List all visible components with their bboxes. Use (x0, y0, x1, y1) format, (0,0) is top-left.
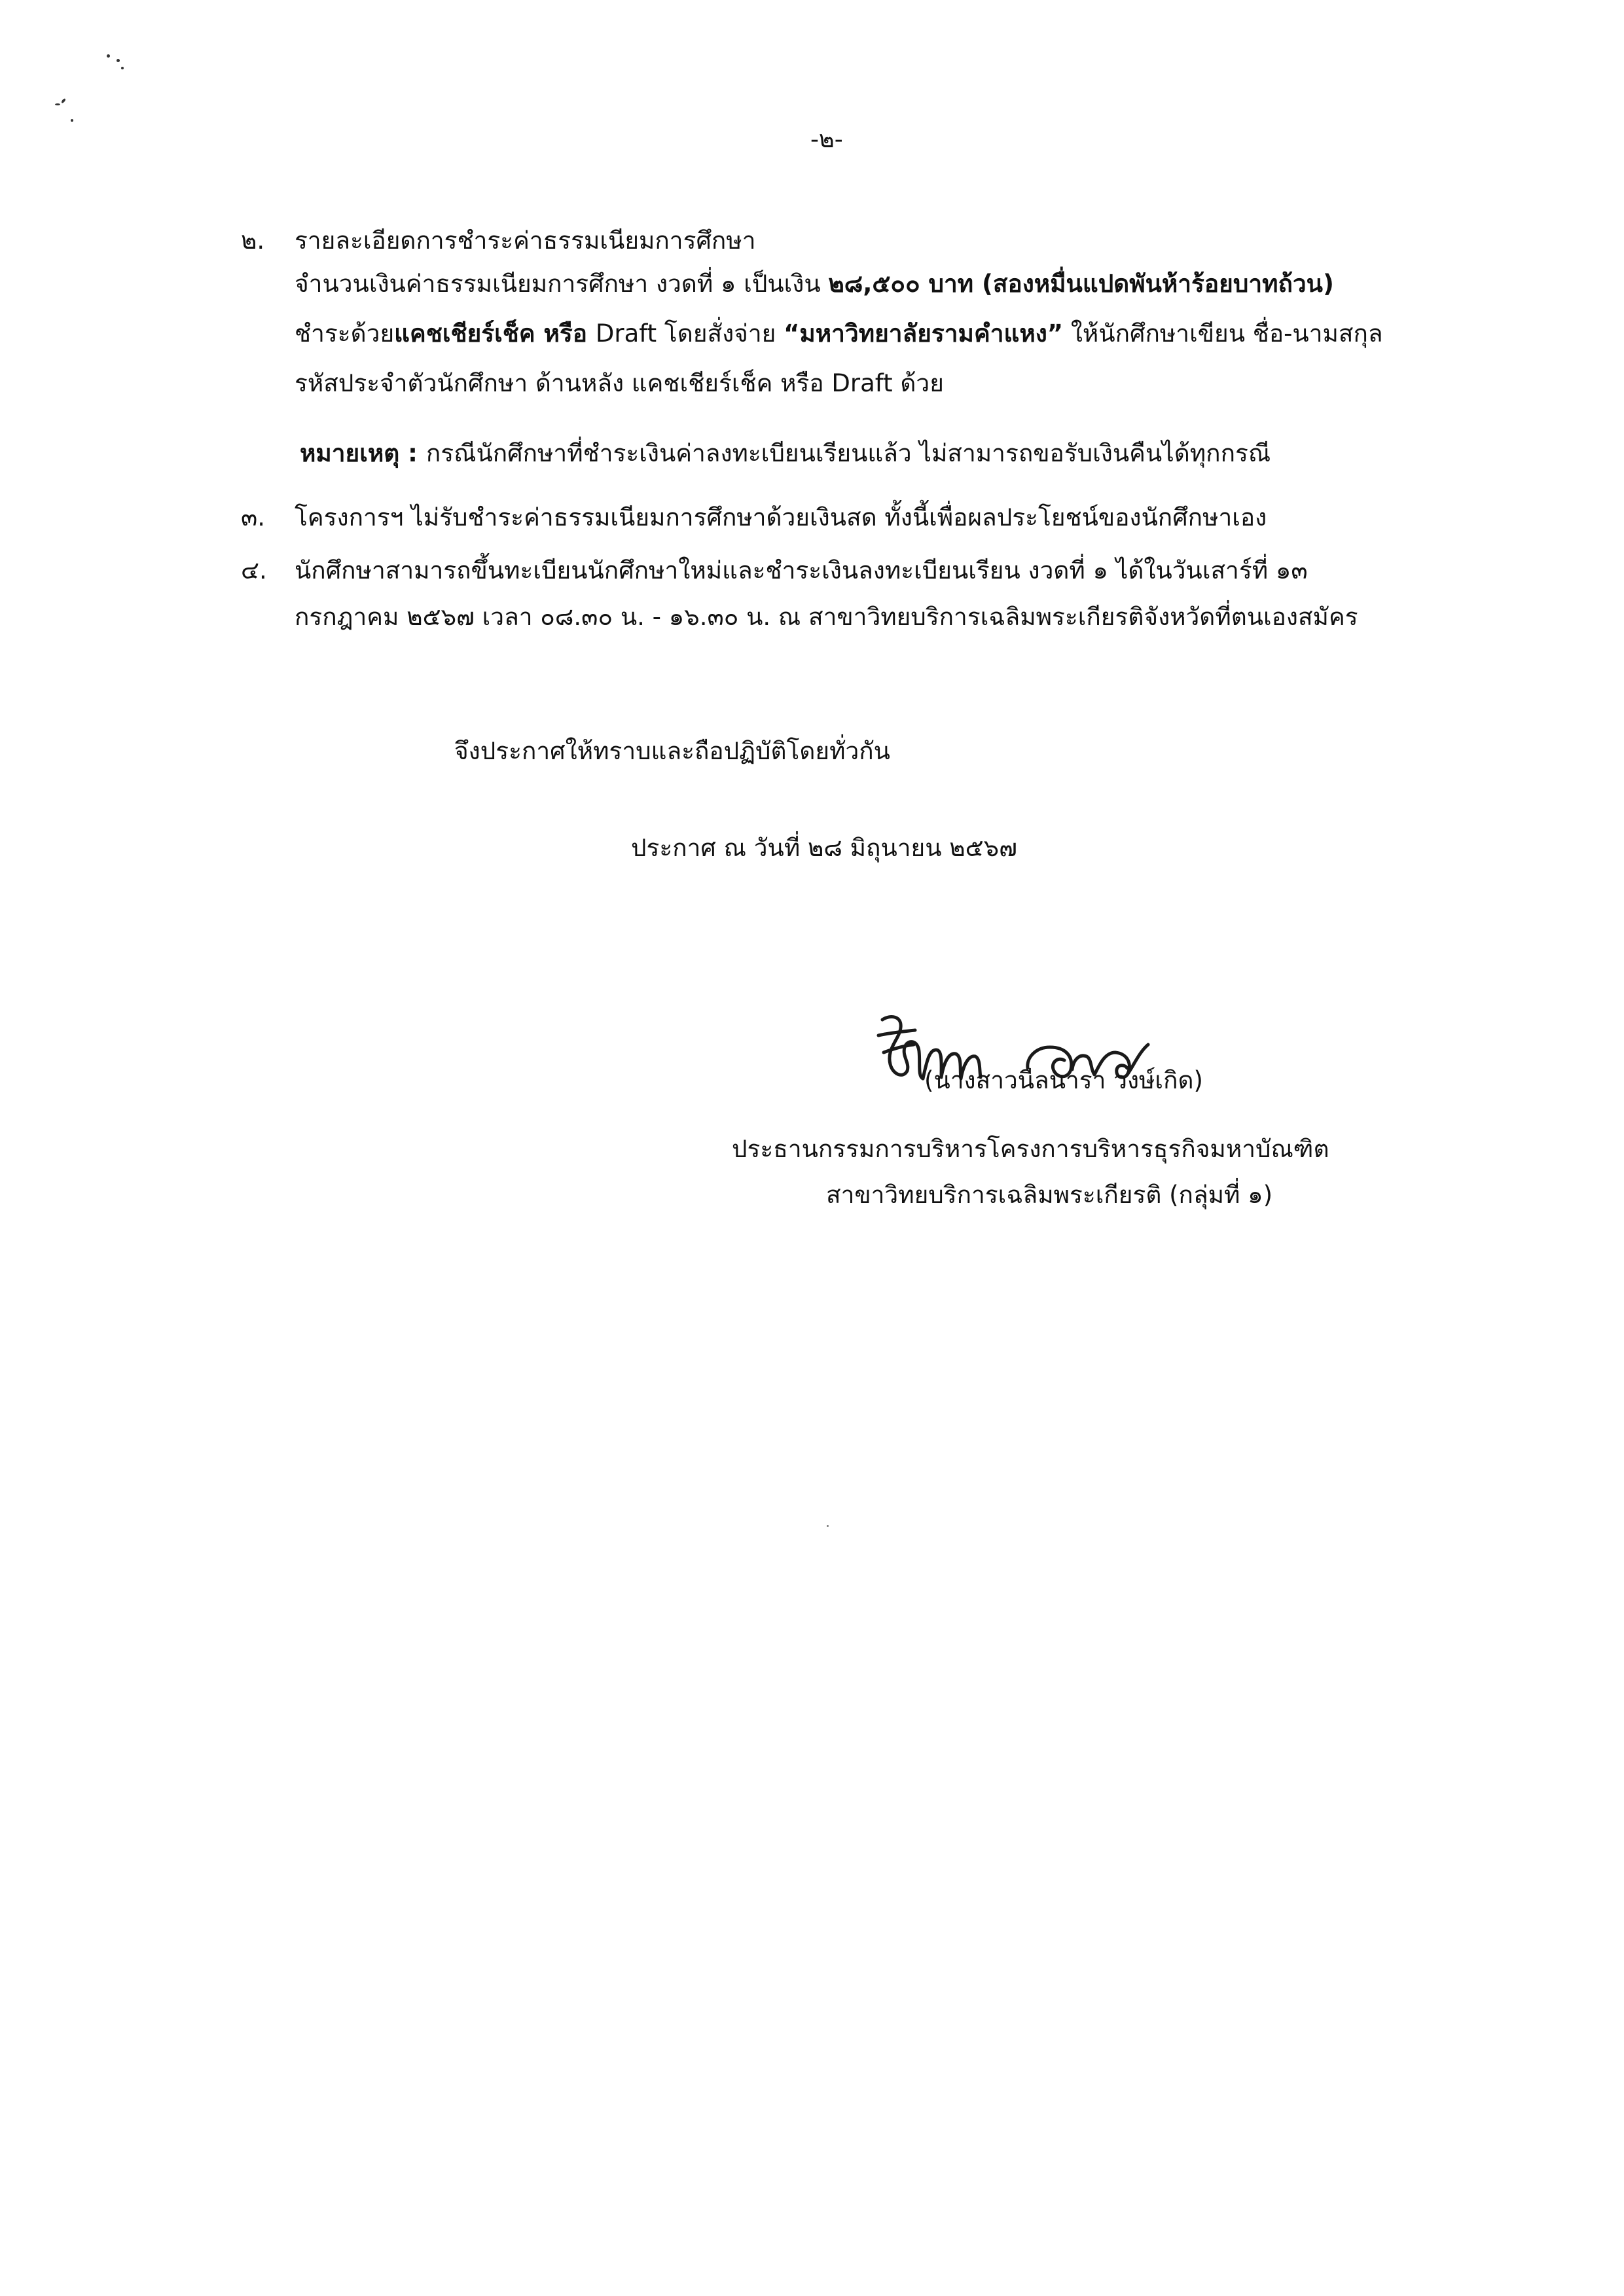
item-number: ๓. (241, 503, 266, 531)
scan-speck (71, 119, 73, 122)
payment-method-line (295, 317, 1383, 351)
registration-line-2: กรกฎาคม ๒๕๖๗ เวลา ๐๘.๓๐ น. - ๑๖.๓๐ น. ณ สาขาวิทยบริการเฉลิมพระเกียรติจังหวัดที่ตนเองสมัคร (295, 603, 1358, 631)
scan-speck (55, 103, 60, 105)
cash-policy-line: โครงการฯ ไม่รับชำระค่าธรรมเนียมการศึกษาด้วยเงินสด ทั้งนี้เพื่อผลประโยชน์ของนักศึกษาเอง (295, 503, 1267, 531)
section-heading: รายละเอียดการชำระค่าธรรมเนียมการศึกษา (295, 226, 756, 255)
closing-statement: จึงประกาศให้ทราบและถือปฏิบัติโดยทั่วกัน (454, 737, 890, 765)
payee-name: “มหาวิทยาลัยรามคำแหง” (784, 319, 1064, 348)
scan-speck (827, 1525, 829, 1527)
payment-instruction-line: รหัสประจำตัวนักศึกษา ด้านหลัง แคชเชียร์เช็ค หรือ Draft ด้วย (295, 369, 944, 397)
note-text: กรณีนักศึกษาที่ชำระเงินค่าลงทะเบียนเรียนแล้ว ไม่สามารถขอรับเงินคืนได้ทุกกรณี (425, 439, 1271, 467)
signatory-position-1: ประธานกรรมการบริหารโครงการบริหารธุรกิจมหาบัณฑิต (732, 1135, 1329, 1163)
signatory-name: (นางสาวนีลนารา วงษ์เกิด) (924, 1066, 1203, 1094)
scan-speck (107, 54, 110, 58)
note-label: หมายเหตุ : (300, 439, 426, 467)
scan-speck (121, 67, 124, 69)
payment-method-post: ให้นักศึกษาเขียน ชื่อ-นามสกุล (1063, 319, 1383, 348)
signature-block (655, 1064, 1473, 1098)
registration-line-1: นักศึกษาสามารถขึ้นทะเบียนนักศึกษาใหม่และชำระเงินลงทะเบียนเรียน งวดที่ ๑ ได้ในวันเสาร์ที่ ๑๓ (295, 556, 1308, 584)
scan-speck (117, 59, 120, 62)
announcement-date: ประกาศ ณ วันที่ ๒๘ มิถุนายน ๒๕๖๗ (631, 834, 1017, 862)
signatory-position-2: สาขาวิทยบริการเฉลิมพระเกียรติ (กลุ่มที่ ๑) (826, 1181, 1273, 1209)
payment-method-text: ชำระด้วย (295, 319, 395, 348)
payment-method-mid: Draft โดยสั่งจ่าย (595, 319, 784, 348)
fee-amount-text: จำนวนเงินค่าธรรมเนียมการศึกษา งวดที่ ๑ เป็นเงิน (295, 270, 829, 298)
fee-amount-line (295, 267, 1334, 301)
item-number: ๔. (241, 556, 267, 584)
note-line (300, 437, 1271, 471)
item-number: ๒. (241, 226, 265, 255)
page-number: -๒- (810, 126, 843, 153)
payment-method-bold: แคชเชียร์เช็ค หรือ (394, 319, 596, 348)
scan-speck (61, 98, 66, 104)
fee-amount-value: ๒๘,๕๐๐ บาท (สองหมื่นแปดพันห้าร้อยบาทถ้วน) (828, 270, 1334, 298)
